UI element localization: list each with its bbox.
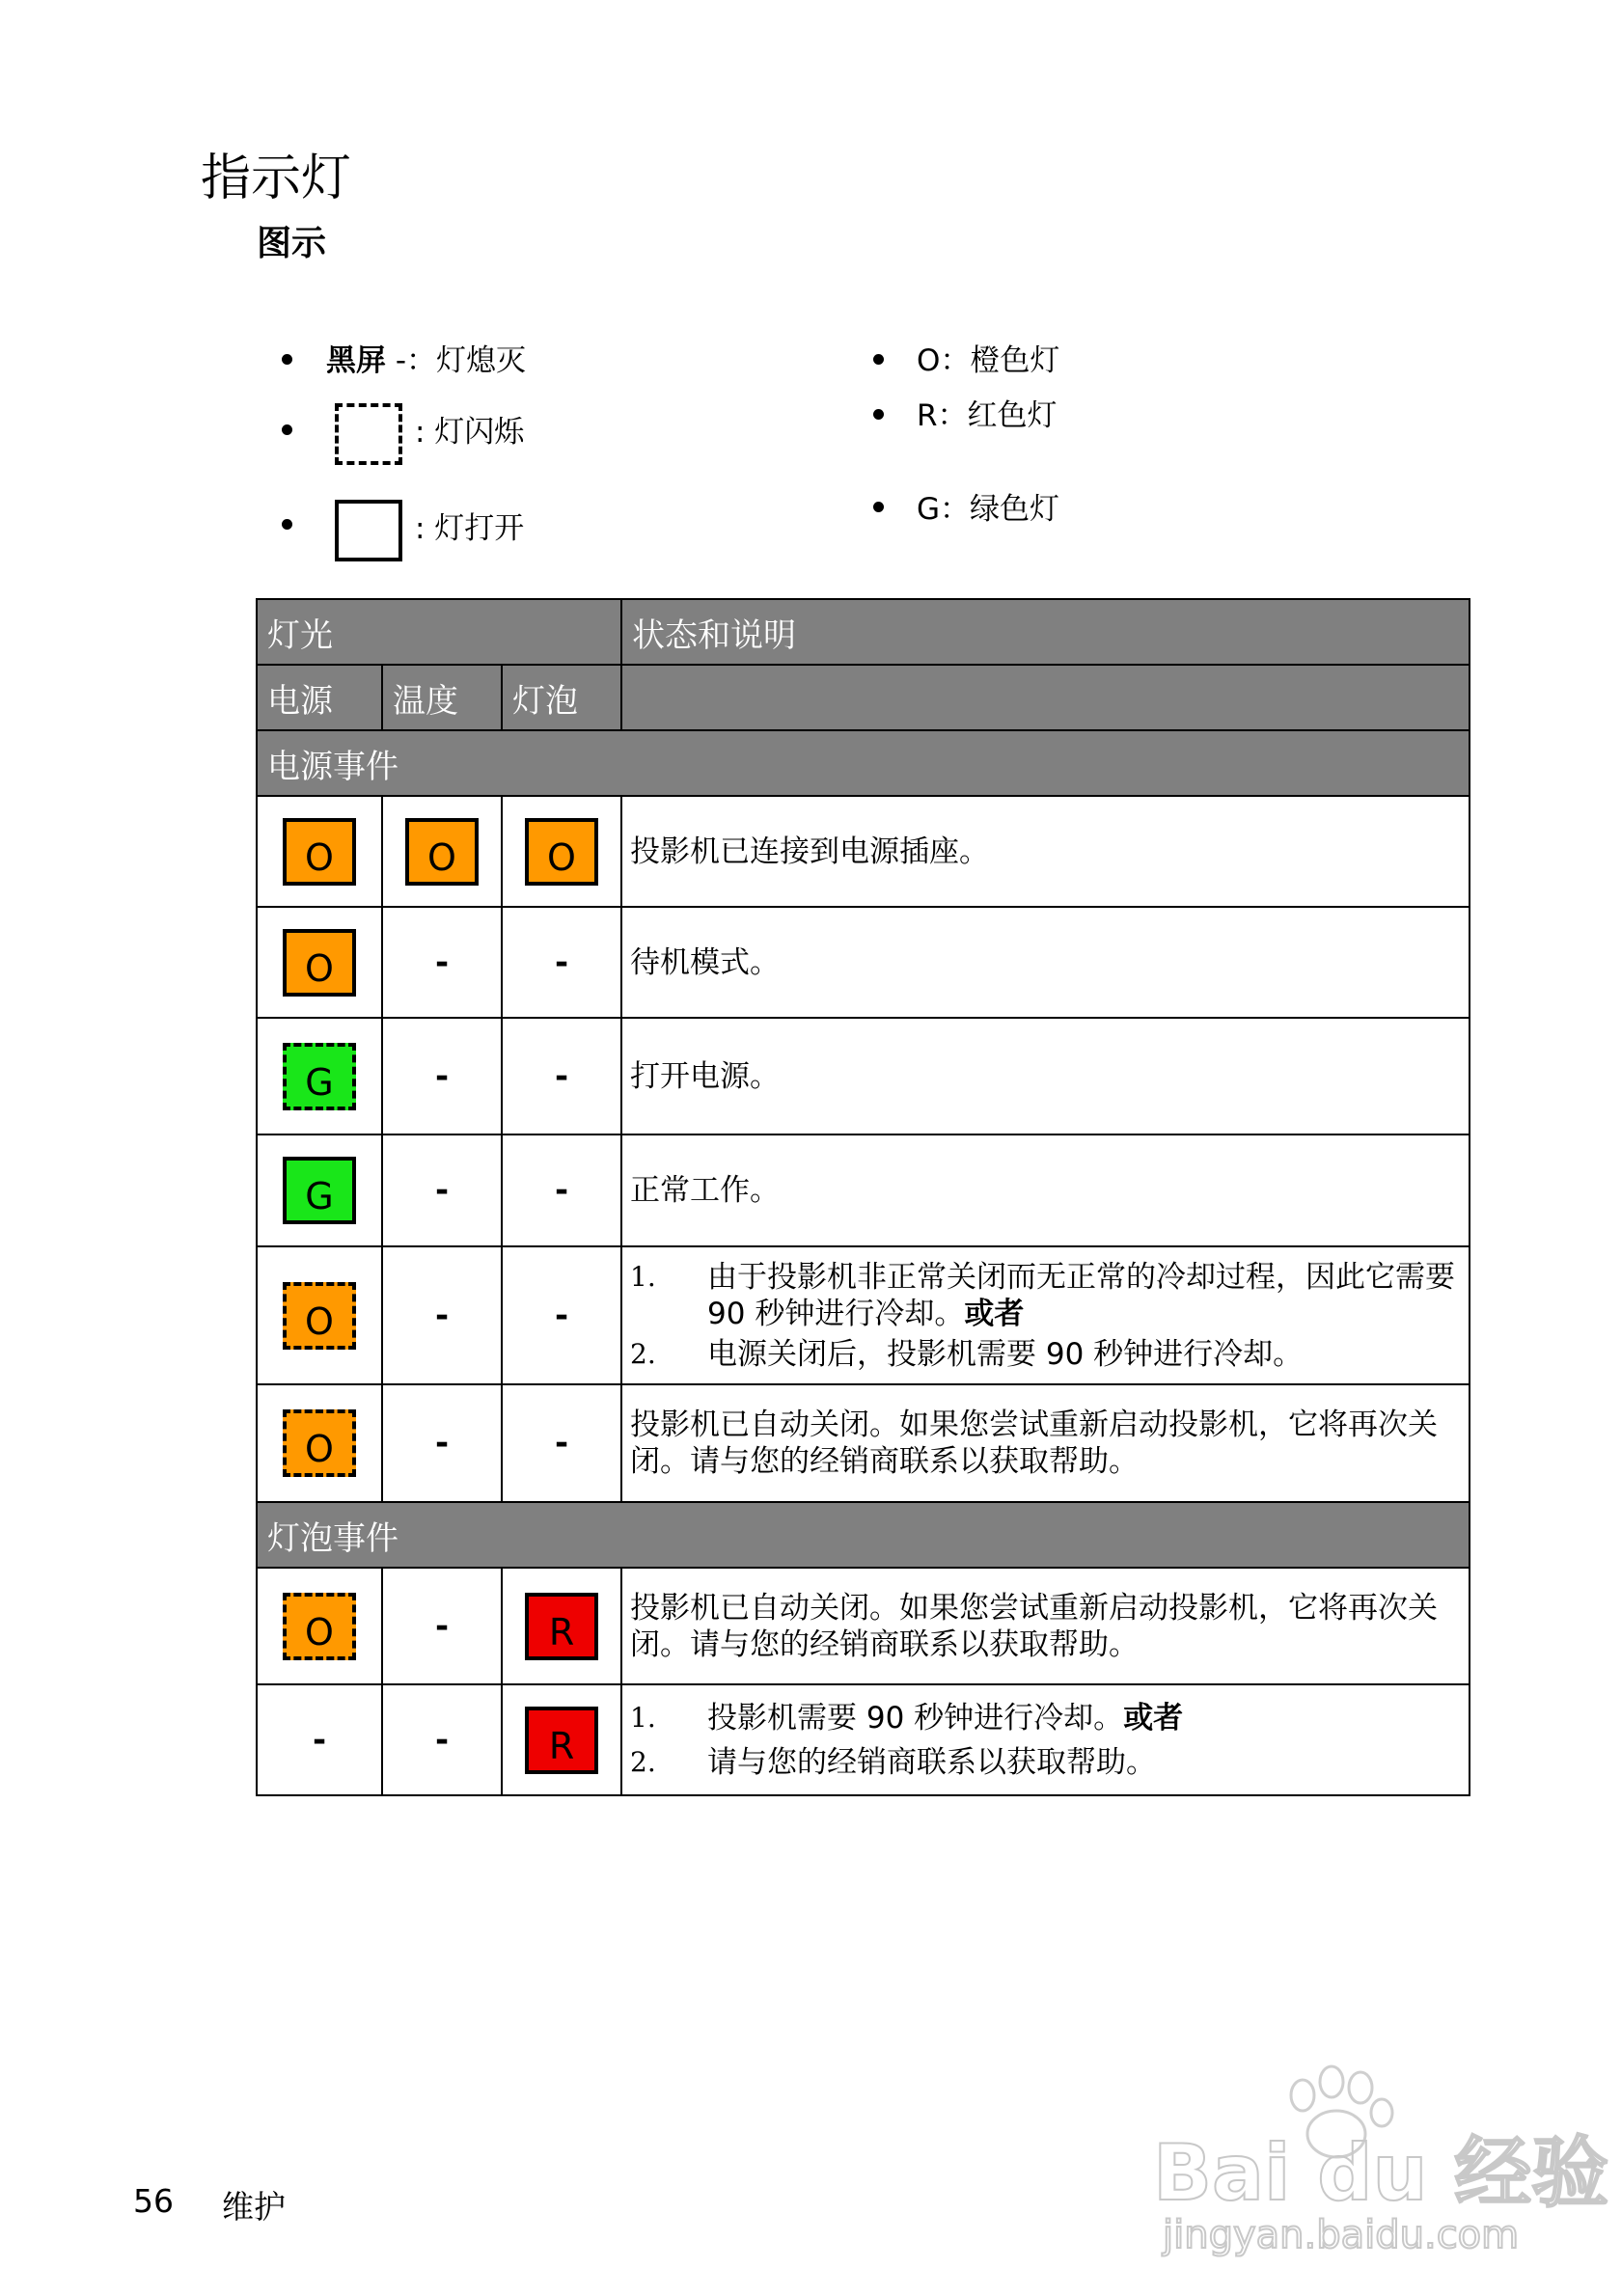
power-cell	[257, 1384, 382, 1502]
section-power: 电源事件	[257, 730, 1470, 796]
bullet-icon	[873, 354, 884, 365]
off-dash: -	[434, 1296, 450, 1335]
section-lamp: 灯泡事件	[257, 1502, 1470, 1568]
temp-led-icon: O	[405, 818, 479, 886]
power-cell	[257, 796, 382, 907]
header-status: 状态和说明	[621, 599, 1470, 665]
power-cell	[257, 1684, 382, 1795]
table-row	[257, 1018, 1470, 1134]
off-dash: -	[554, 1424, 569, 1462]
table-subheader-row	[257, 665, 1470, 730]
table-row	[257, 1684, 1470, 1795]
power-cell	[257, 1018, 382, 1134]
off-dash: -	[434, 1720, 450, 1760]
lamp-cell	[502, 1684, 621, 1795]
temp-cell	[382, 907, 502, 1018]
indicator-table	[256, 598, 1470, 1796]
temp-cell	[382, 1018, 502, 1134]
bullet-icon	[282, 354, 292, 365]
list-text: 请与您的经销商联系以获取帮助。	[707, 1744, 1157, 1780]
table-row	[257, 907, 1470, 1018]
temp-cell	[382, 1246, 502, 1384]
legend-green-text: G：绿色灯	[917, 492, 1060, 527]
lamp-cell	[502, 1134, 621, 1246]
temp-cell	[382, 1568, 502, 1684]
section-row	[257, 1502, 1470, 1568]
table-row	[257, 1134, 1470, 1246]
power-led-icon: O	[283, 1593, 356, 1660]
lamp-led-icon: R	[525, 1593, 598, 1660]
legend-off	[326, 342, 526, 380]
power-cell	[257, 1134, 382, 1246]
list-text: 电源关闭后，投影机需要 90 秒钟进行冷却。	[707, 1336, 1304, 1372]
list-number: 2.	[630, 1745, 656, 1778]
list-number: 1.	[630, 1260, 656, 1293]
power-cell	[257, 1246, 382, 1384]
status-description	[621, 1246, 1470, 1384]
power-led-icon: O	[283, 929, 356, 997]
legend-red-text: R：红色灯	[917, 398, 1058, 433]
numbered-list	[630, 1700, 1459, 1781]
list-number: 1.	[630, 1701, 656, 1734]
table-row	[257, 796, 1470, 907]
bullet-icon	[282, 424, 292, 435]
table-row	[257, 1246, 1470, 1384]
list-number: 2.	[630, 1337, 656, 1370]
col-temp: 温度	[382, 665, 502, 730]
off-dash: -	[434, 1056, 450, 1096]
power-led-icon: G	[283, 1157, 356, 1224]
legend-off-text: -：灯熄灭	[386, 343, 527, 378]
col-status-empty	[621, 665, 1470, 730]
power-led-icon: O	[283, 1409, 356, 1477]
baidu-watermark-logo	[1153, 2045, 1609, 2257]
bullet-icon	[282, 519, 292, 530]
legend-orange-text: O：橙色灯	[917, 343, 1060, 378]
status-description: 投影机已自动关闭。如果您尝试重新启动投影机，它将再次关闭。请与您的经销商联系以获取帮助。	[621, 1568, 1470, 1684]
list-bold: 或者	[964, 1296, 1025, 1331]
off-dash: -	[434, 1171, 450, 1210]
legend-blink-text: : 灯闪烁	[415, 415, 525, 450]
list-item	[630, 1700, 1459, 1736]
status-description: 正常工作。	[621, 1134, 1470, 1246]
status-description	[621, 1684, 1470, 1795]
power-led-icon: G	[283, 1043, 356, 1110]
page-number: 56	[133, 2182, 174, 2220]
bullet-icon	[873, 409, 884, 420]
off-dash: -	[554, 1056, 569, 1096]
lamp-cell	[502, 1018, 621, 1134]
col-lamp: 灯泡	[502, 665, 621, 730]
numbered-list	[630, 1259, 1459, 1373]
list-item	[630, 1336, 1459, 1373]
list-bold: 或者	[1123, 1700, 1184, 1736]
blink-symbol-icon	[335, 403, 402, 465]
list-text: 由于投影机非正常关闭而无正常的冷却过程，因此它需要 90 秒钟进行冷却。	[707, 1259, 1456, 1331]
lamp-cell	[502, 796, 621, 907]
power-cell	[257, 907, 382, 1018]
status-description: 打开电源。	[621, 1018, 1470, 1134]
off-dash: -	[434, 1606, 450, 1646]
off-dash: -	[434, 1424, 450, 1462]
header-light: 灯光	[257, 599, 621, 665]
temp-cell	[382, 1134, 502, 1246]
on-symbol-icon	[335, 500, 402, 561]
bullet-icon	[873, 502, 884, 512]
power-led-icon: O	[283, 1282, 356, 1350]
temp-cell	[382, 1684, 502, 1795]
lamp-led-icon: O	[525, 818, 598, 886]
status-description: 投影机已连接到电源插座。	[621, 796, 1470, 907]
off-dash: -	[554, 943, 569, 982]
off-dash: -	[312, 1720, 327, 1760]
status-description: 投影机已自动关闭。如果您尝试重新启动投影机，它将再次关闭。请与您的经销商联系以获取帮助。	[621, 1384, 1470, 1502]
power-cell	[257, 1568, 382, 1684]
lamp-cell	[502, 1384, 621, 1502]
off-dash: -	[434, 943, 450, 982]
temp-cell	[382, 796, 502, 907]
table-header-row	[257, 599, 1470, 665]
lamp-led-icon: R	[525, 1707, 598, 1774]
list-item	[630, 1259, 1459, 1332]
power-led-icon: O	[283, 818, 356, 886]
off-dash: -	[554, 1171, 569, 1210]
off-dash: -	[554, 1296, 569, 1335]
section-subtitle: 图示	[257, 224, 327, 263]
table-row	[257, 1384, 1470, 1502]
section-row	[257, 730, 1470, 796]
list-item	[630, 1744, 1459, 1781]
legend-off-bold: 黑屏	[326, 343, 386, 378]
watermark-brand: Bai du 经验	[1153, 2128, 1609, 2218]
legend-on-text: : 灯打开	[415, 511, 525, 546]
lamp-cell	[502, 1246, 621, 1384]
footer-section: 维护	[222, 2188, 286, 2226]
table-row	[257, 1568, 1470, 1684]
watermark-url: jingyan.baidu.com	[1163, 2213, 1520, 2257]
page-title: 指示灯	[201, 150, 352, 207]
lamp-cell	[502, 1568, 621, 1684]
lamp-cell	[502, 907, 621, 1018]
temp-cell	[382, 1384, 502, 1502]
list-text: 投影机需要 90 秒钟进行冷却。	[707, 1700, 1124, 1736]
col-power: 电源	[257, 665, 382, 730]
status-description: 待机模式。	[621, 907, 1470, 1018]
